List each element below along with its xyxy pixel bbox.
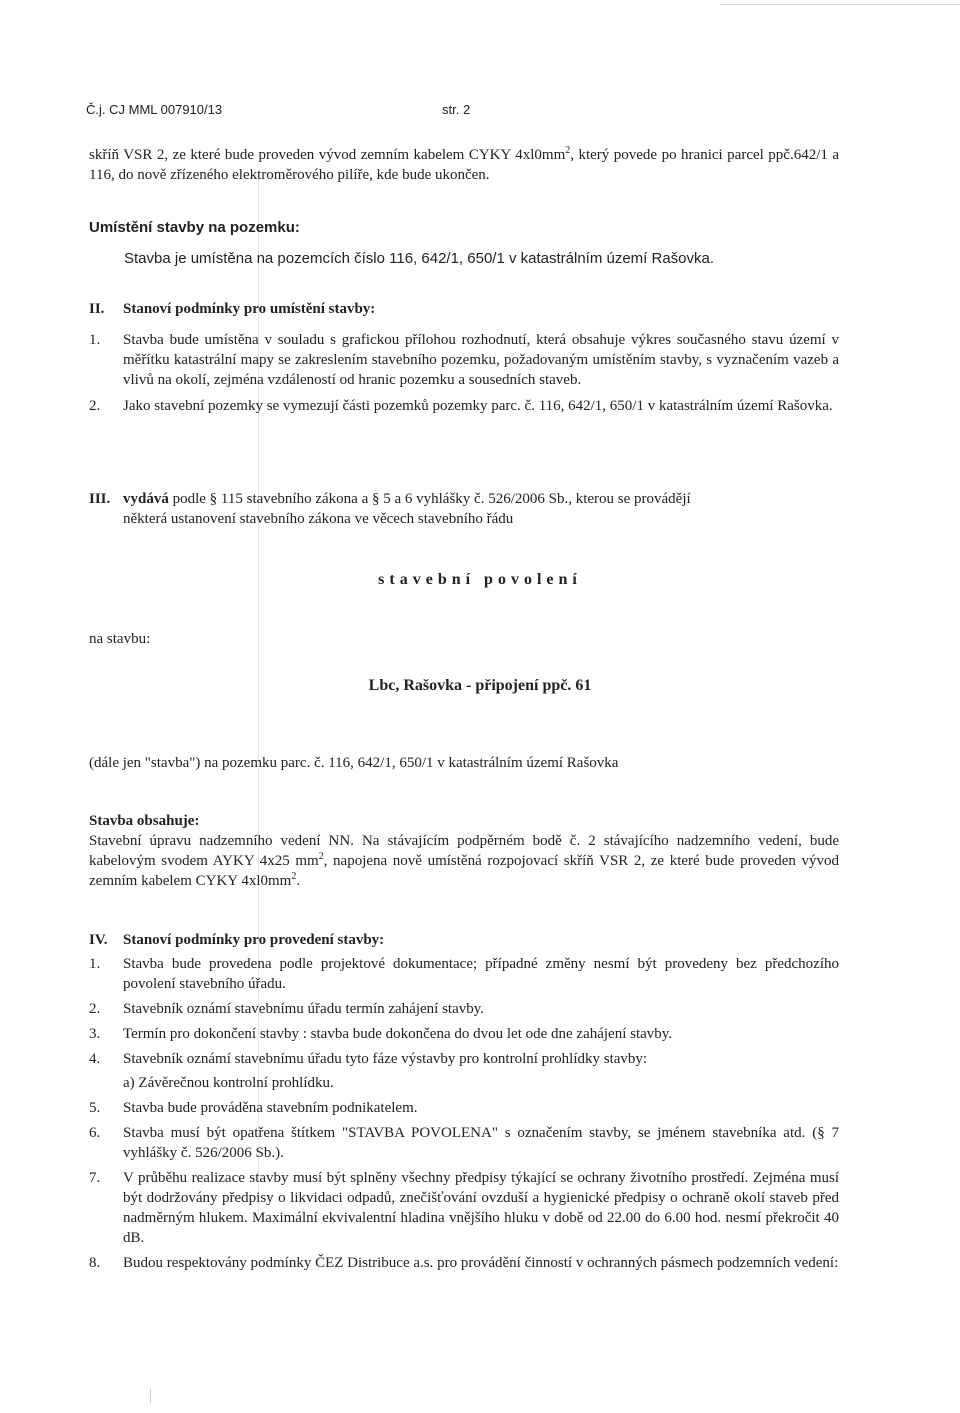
list-item-text: Stavebník oznámí stavebnímu úřadu tyto fáze výstavby pro kontrolní prohlídky stavby: — [123, 1051, 648, 1067]
section-iii-line2: některá ustanovení stavebního zákona ve věcech stavebního řádu — [123, 511, 514, 527]
scan-edge-line — [720, 4, 960, 5]
list-item-text: Stavba bude umístěna v souladu s grafickou přílohou rozhodnutí, která obsahuje výkres současného stavu území v měřítku katastrální mapy se zakreslením stavebního pozemku, požadovaným umístěním stavby, s vyznačením vazeb a vlivů na okolí, zejména vzdáleností od hranic pozemku a sousedních staveb. — [123, 332, 839, 388]
intro-text-pre: skříň VSR 2, ze které bude proveden vývod zemním kabelem CYKY 4xl0mm — [89, 147, 566, 163]
intro-sup: 2 — [565, 145, 571, 156]
document-reference: Č.j. CJ MML 007910/13 — [86, 102, 223, 117]
list-item — [89, 1098, 839, 1118]
list-item-number: 2. — [89, 1001, 101, 1017]
list-item-text: Budou respektovány podmínky ČEZ Distribuce a.s. pro provádění činností v ochranných pásmech podzemních vedení: — [123, 1255, 839, 1271]
section-iv-list — [89, 954, 839, 1273]
list-item-number: 5. — [89, 1100, 101, 1116]
section-iv-heading — [89, 930, 384, 950]
list-item-text: V průběhu realizace stavby musí být splněny všechny předpisy týkající se ochrany životního prostředí. Zejména musí být dodržovány předpisy o likvidaci odpadů, znečišťování ovzduší a hygienické předpisy o ochraně okolí staveb před nadměrným hlukem. Maximální ekvivalentní hladina vnějšího hluku v době od 22.00 do 6.00 hod. nesmí překročit 40 dB. — [123, 1170, 839, 1246]
umisteni-text: Stavba je umístěna na pozemcích číslo 116, 642/1, 650/1 v katastrálním území Rašovka. — [124, 250, 715, 267]
list-item — [89, 330, 839, 390]
section-iv-title: Stanoví podmínky pro provedení stavby: — [123, 932, 385, 948]
list-item-text: Jako stavební pozemky se vymezují části pozemků pozemky parc. č. 116, 642/1, 650/1 v katastrálním území Rašovka. — [123, 398, 833, 414]
list-item-text: Stavba bude prováděna stavebním podnikatelem. — [123, 1100, 418, 1116]
section-iii — [89, 489, 839, 529]
list-item-number: 6. — [89, 1125, 101, 1141]
list-item-text: Stavba bude provedena podle projektové dokumentace; případné změny nesmí být provedeny bez předchozího povolení stavebního úřadu. — [123, 956, 839, 992]
obsahuje-sup-1: 2 — [318, 851, 324, 862]
na-stavbu-label: na stavbu: — [89, 631, 151, 647]
obsahuje-text — [89, 831, 839, 891]
list-item-text: Termín pro dokončení stavby : stavba bude dokončena do dvou let ode dne zahájení stavby. — [123, 1026, 673, 1042]
list-item — [89, 999, 839, 1019]
section-iv-number: IV. — [89, 932, 108, 948]
intro-text-post: , který povede po hranici parcel ppč.642/1 a 116, do nově zřízeného elektroměrového pilíře, kde bude ukončen. — [89, 147, 839, 183]
list-item — [89, 1024, 839, 1044]
list-item-number: 1. — [89, 332, 101, 348]
list-item-number: 4. — [89, 1051, 101, 1067]
section-ii-list — [89, 330, 839, 416]
obsahuje-text-3: . — [296, 873, 301, 889]
scan-mark — [150, 1389, 151, 1403]
list-item — [89, 396, 839, 416]
list-item-text: Stavba musí být opatřena štítkem "STAVBA POVOLENA" s označením stavby, se jménem stavebníka atd. (§ 7 vyhlášky č. 526/2006 Sb.). — [123, 1125, 839, 1161]
umisteni-heading: Umístění stavby na pozemku: — [89, 219, 300, 236]
list-item-number: 3. — [89, 1026, 101, 1042]
intro-paragraph — [89, 145, 839, 185]
list-item — [89, 1123, 839, 1163]
list-item-number: 2. — [89, 398, 101, 414]
section-iii-line1: podle § 115 stavebního zákona a § 5 a 6 vyhlášky č. 526/2006 Sb., kterou se provádějí — [172, 491, 691, 507]
list-item-number: 7. — [89, 1170, 101, 1186]
list-sub-item: a) Závěrečnou kontrolní prohlídku. — [123, 1075, 334, 1091]
section-iii-verb: vydává — [123, 491, 169, 507]
list-item-number: 8. — [89, 1255, 101, 1271]
dale-jen-text: (dále jen "stavba") na pozemku parc. č. 116, 642/1, 650/1 v katastrálním území Rašovka — [89, 755, 619, 771]
list-item — [89, 1049, 839, 1093]
stavba-name: Lbc, Rašovka - připojení ppč. 61 — [368, 677, 592, 694]
page-number: str. 2 — [442, 102, 471, 117]
obsahuje-text-2: , napojena nově umístěná rozpojovací skříň VSR 2, ze které bude proveden vývod zemním kabelem CYKY 4xl0mm — [89, 853, 839, 889]
section-ii-heading — [89, 299, 375, 319]
list-item-text: Stavebník oznámí stavebnímu úřadu termín zahájení stavby. — [123, 1001, 485, 1017]
section-ii-title: Stanoví podmínky pro umístění stavby: — [123, 301, 376, 317]
list-item — [89, 1253, 839, 1273]
obsahuje-heading: Stavba obsahuje: — [89, 813, 200, 829]
list-item-number: 1. — [89, 956, 101, 972]
obsahuje-sup-2: 2 — [291, 871, 297, 882]
section-iii-number: III. — [89, 491, 111, 507]
document-title: stavební povolení — [378, 571, 582, 588]
obsahuje-text-1: Stavební úpravu nadzemního vedení NN. Na stávajícím podpěrném bodě č. 2 stávajícího nadzemního vedení, bude kabelovým svodem AYKY 4x25 mm — [89, 833, 839, 869]
list-item — [89, 954, 839, 994]
section-ii-number: II. — [89, 301, 105, 317]
list-item — [89, 1168, 839, 1248]
